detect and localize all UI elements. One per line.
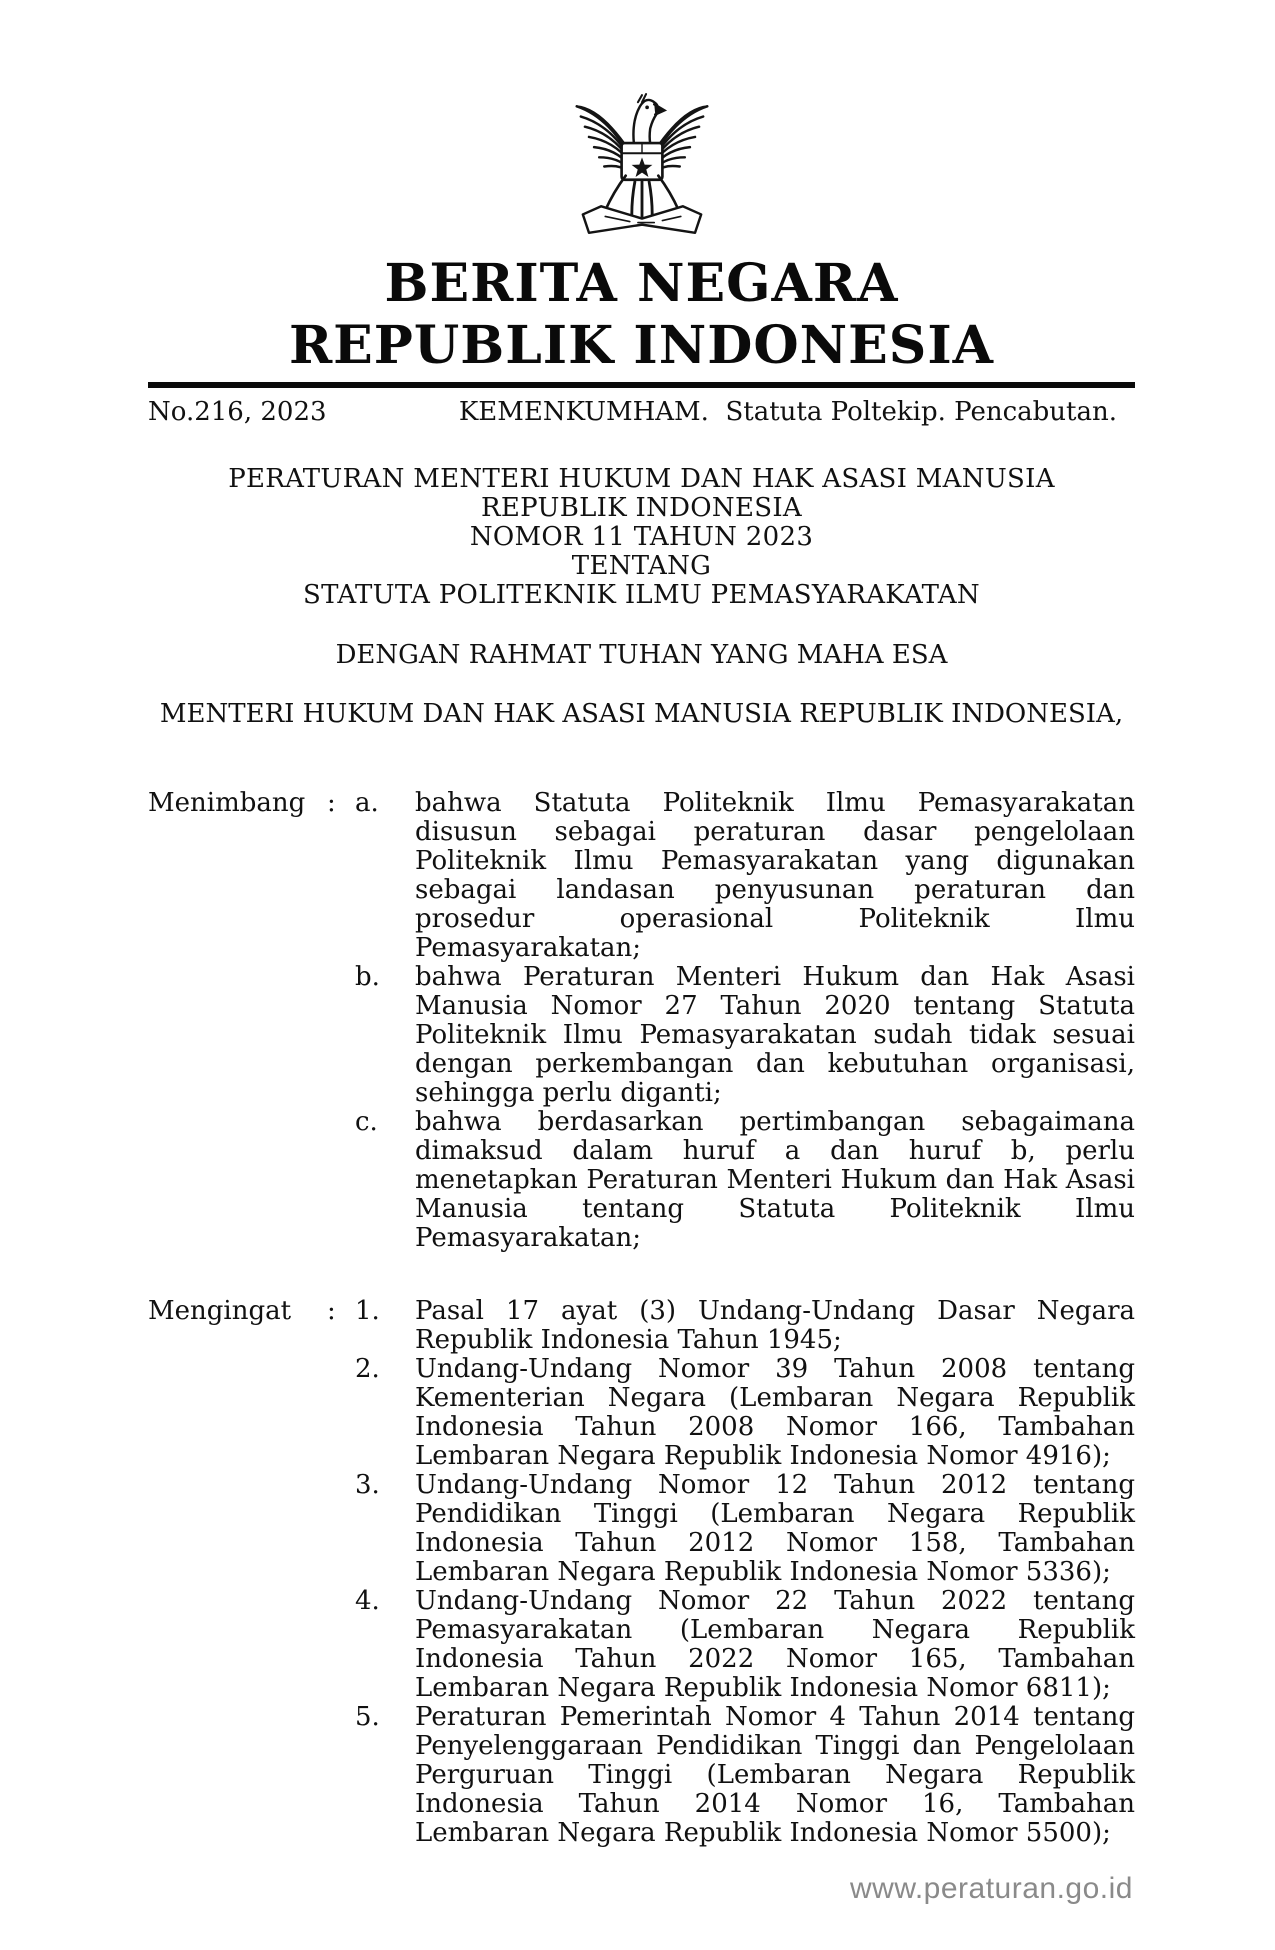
gazette-subject: KEMENKUMHAM. Statuta Poltekip. Pencabutan. bbox=[458, 397, 1117, 427]
mengingat-label: Mengingat bbox=[148, 1296, 292, 1326]
item-marker: c. bbox=[355, 1107, 378, 1137]
item-text: bahwa Statuta Politeknik Ilmu Pemasyarakatan disusun sebagai peraturan dasar pengelolaan Politeknik Ilmu Pemasyarakatan yang digunakan sebagai landasan penyusunan peraturan dan prosedur operasional Politeknik Ilmu Pemasyarakatan; bbox=[415, 788, 1135, 963]
list-item bbox=[355, 1703, 1135, 1848]
site-watermark: www.peraturan.go.id bbox=[850, 1872, 1133, 1905]
item-marker: 2. bbox=[355, 1354, 380, 1384]
regulation-title-line: TENTANG bbox=[571, 551, 712, 581]
list-item bbox=[355, 1108, 1135, 1253]
menimbang-colon: : bbox=[327, 788, 336, 818]
masthead-line-2: REPUBLIK INDONESIA bbox=[288, 315, 995, 376]
item-text: bahwa Peraturan Menteri Hukum dan Hak Asasi Manusia Nomor 27 Tahun 2020 tentang Statuta Politeknik Ilmu Pemasyarakatan sudah tidak sesuai dengan perkembangan dan kebutuhan organisasi, sehingga perlu diganti; bbox=[415, 962, 1135, 1108]
mengingat-section bbox=[148, 1297, 1135, 1848]
mengingat-colon: : bbox=[327, 1296, 336, 1326]
item-marker: 1. bbox=[355, 1296, 380, 1326]
item-marker: 5. bbox=[355, 1702, 380, 1732]
masthead-line-1: BERITA NEGARA bbox=[384, 253, 899, 314]
item-text: Undang-Undang Nomor 12 Tahun 2012 tentang Pendidikan Tinggi (Lembaran Negara Republik Indonesia Tahun 2012 Nomor 158, Tambahan Lembaran Negara Republik Indonesia Nomor 5336); bbox=[415, 1470, 1135, 1587]
item-text: Pasal 17 ayat (3) Undang-Undang Dasar Negara Republik Indonesia Tahun 1945; bbox=[415, 1296, 1135, 1355]
list-item bbox=[355, 1297, 1135, 1355]
gazette-number: No.216, 2023 bbox=[148, 397, 327, 427]
list-item bbox=[355, 1471, 1135, 1587]
item-text: Undang-Undang Nomor 22 Tahun 2022 tentang Pemasyarakatan (Lembaran Negara Republik Indonesia Tahun 2022 Nomor 165, Tambahan Lembaran Negara Republik Indonesia Nomor 6811); bbox=[415, 1586, 1135, 1703]
list-item bbox=[355, 1587, 1135, 1703]
menimbang-label: Menimbang bbox=[148, 788, 306, 818]
authority-line: MENTERI HUKUM DAN HAK ASASI MANUSIA REPUBLIK INDONESIA, bbox=[159, 699, 1124, 729]
list-item bbox=[355, 789, 1135, 963]
gazette-meta-row bbox=[148, 397, 1135, 427]
regulation-title-line: PERATURAN MENTERI HUKUM DAN HAK ASASI MANUSIA bbox=[228, 464, 1055, 494]
item-marker: b. bbox=[355, 962, 380, 992]
menimbang-section bbox=[148, 789, 1135, 1253]
regulation-title-line: STATUTA POLITEKNIK ILMU PEMASYARAKATAN bbox=[303, 580, 980, 610]
invocation-line: DENGAN RAHMAT TUHAN YANG MAHA ESA bbox=[335, 640, 948, 670]
regulation-title bbox=[148, 465, 1135, 610]
item-marker: 4. bbox=[355, 1586, 380, 1616]
regulation-title-line: REPUBLIK INDONESIA bbox=[480, 493, 802, 523]
masthead-divider bbox=[148, 382, 1135, 388]
menimbang-items bbox=[355, 789, 1135, 1253]
item-marker: 3. bbox=[355, 1470, 380, 1500]
item-text: Peraturan Pemerintah Nomor 4 Tahun 2014 tentang Penyelenggaraan Pendidikan Tinggi dan Pengelolaan Perguruan Tinggi (Lembaran Negara Republik Indonesia Tahun 2014 Nomor 16, Tambahan Lembaran Negara Republik Indonesia Nomor 5500); bbox=[415, 1702, 1135, 1848]
list-item bbox=[355, 1355, 1135, 1471]
item-text: bahwa berdasarkan pertimbangan sebagaimana dimaksud dalam huruf a dan huruf b, perlu menetapkan Peraturan Menteri Hukum dan Hak Asasi Manusia tentang Statuta Politeknik Ilmu Pemasyarakatan; bbox=[415, 1107, 1135, 1253]
item-marker: a. bbox=[355, 788, 379, 818]
item-text: Undang-Undang Nomor 39 Tahun 2008 tentang Kementerian Negara (Lembaran Negara Republik Indonesia Tahun 2008 Nomor 166, Tambahan Lembaran Negara Republik Indonesia Nomor 4916); bbox=[415, 1354, 1135, 1471]
garuda-pancasila-icon bbox=[569, 90, 715, 243]
mengingat-items bbox=[355, 1297, 1135, 1848]
regulation-title-line: NOMOR 11 TAHUN 2023 bbox=[469, 522, 814, 552]
list-item bbox=[355, 963, 1135, 1108]
